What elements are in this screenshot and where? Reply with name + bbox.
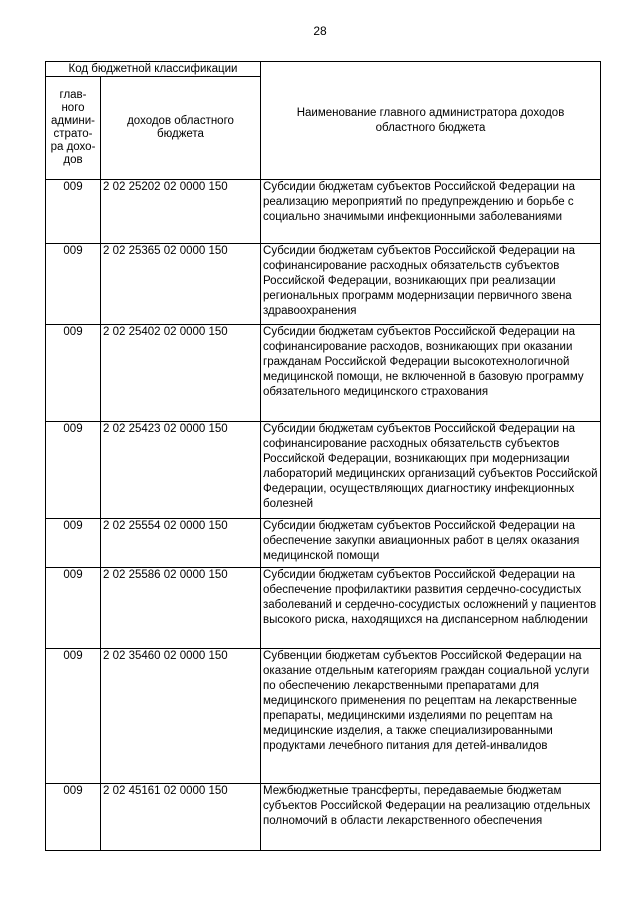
administrator-name-cell: Субсидии бюджетам субъектов Российской Федерации на обеспечение профилактики развития сердечно-сосудистых заболеваний и сердечно-сосудистых осложнений у пациентов высокого риска, находящихся на диспансерном наблюдении (261, 568, 601, 649)
table-row (46, 784, 601, 851)
admin-code-cell: 009 (46, 180, 101, 244)
budget-classification-table (45, 61, 601, 851)
admin-code-cell: 009 (46, 784, 101, 851)
revenue-code-cell: 2 02 25586 02 0000 150 (101, 568, 261, 649)
revenue-code-cell: 2 02 25423 02 0000 150 (101, 422, 261, 519)
table-row (46, 244, 601, 325)
revenue-code-cell: 2 02 25365 02 0000 150 (101, 244, 261, 325)
table-row (46, 519, 601, 568)
table-row (46, 422, 601, 519)
table-row (46, 180, 601, 244)
administrator-name-cell: Субсидии бюджетам субъектов Российской Федерации на софинансирование расходов, возникающих при оказании гражданам Российской Федерации высокотехнологичной медицинской помощи, не включенной в базовую программу обязательного медицинского страхования (261, 325, 601, 422)
administrator-name-cell: Межбюджетные трансферты, передаваемые бюджетам субъектов Российской Федерации на реализацию отдельных полномочий в области лекарственного обеспечения (261, 784, 601, 851)
administrator-name-cell: Субсидии бюджетам субъектов Российской Федерации на софинансирование расходных обязательств субъектов Российской Федерации, возникающих при модернизации лабораторий медицинских организаций субъектов Российской Федерации, осуществляющих диагностику инфекционных болезней (261, 422, 601, 519)
administrator-name-cell: Субсидии бюджетам субъектов Российской Федерации на реализацию мероприятий по предупреждению и борьбе с социально значимыми инфекционными заболеваниями (261, 180, 601, 244)
admin-code-cell: 009 (46, 649, 101, 784)
revenue-code-cell: 2 02 25554 02 0000 150 (101, 519, 261, 568)
table-row (46, 568, 601, 649)
revenue-code-cell: 2 02 35460 02 0000 150 (101, 649, 261, 784)
table-row (46, 649, 601, 784)
header-administrator-name: Наименование главного администратора доходов областного бюджета (261, 62, 601, 180)
page-number: 28 (313, 24, 327, 38)
admin-code-cell: 009 (46, 325, 101, 422)
admin-code-cell: 009 (46, 244, 101, 325)
header-regional-revenue: доходов областного бюджета (101, 77, 261, 180)
administrator-name-cell: Субсидии бюджетам субъектов Российской Федерации на обеспечение закупки авиационных работ в целях оказания медицинской помощи (261, 519, 601, 568)
admin-code-cell: 009 (46, 568, 101, 649)
header-chief-administrator: глав-ного админи-страто-ра дохо-дов (46, 77, 101, 180)
revenue-code-cell: 2 02 25202 02 0000 150 (101, 180, 261, 244)
admin-code-cell: 009 (46, 422, 101, 519)
header-budget-classification-code: Код бюджетной классификации (46, 62, 261, 77)
administrator-name-cell: Субсидии бюджетам субъектов Российской Федерации на софинансирование расходных обязательств субъектов Российской Федерации, возникающих при реализации региональных программ модернизации первичного звена здравоохранения (261, 244, 601, 325)
administrator-name-cell: Субвенции бюджетам субъектов Российской Федерации на оказание отдельным категориям граждан социальной услуги по обеспечению лекарственными препаратами для медицинского применения по рецептам на лекарственные препараты, медицинскими изделиями по рецептам на медицинские изделия, а также специализированными продуктами лечебного питания для детей-инвалидов (261, 649, 601, 784)
revenue-code-cell: 2 02 45161 02 0000 150 (101, 784, 261, 851)
table-row (46, 325, 601, 422)
admin-code-cell: 009 (46, 519, 101, 568)
revenue-code-cell: 2 02 25402 02 0000 150 (101, 325, 261, 422)
